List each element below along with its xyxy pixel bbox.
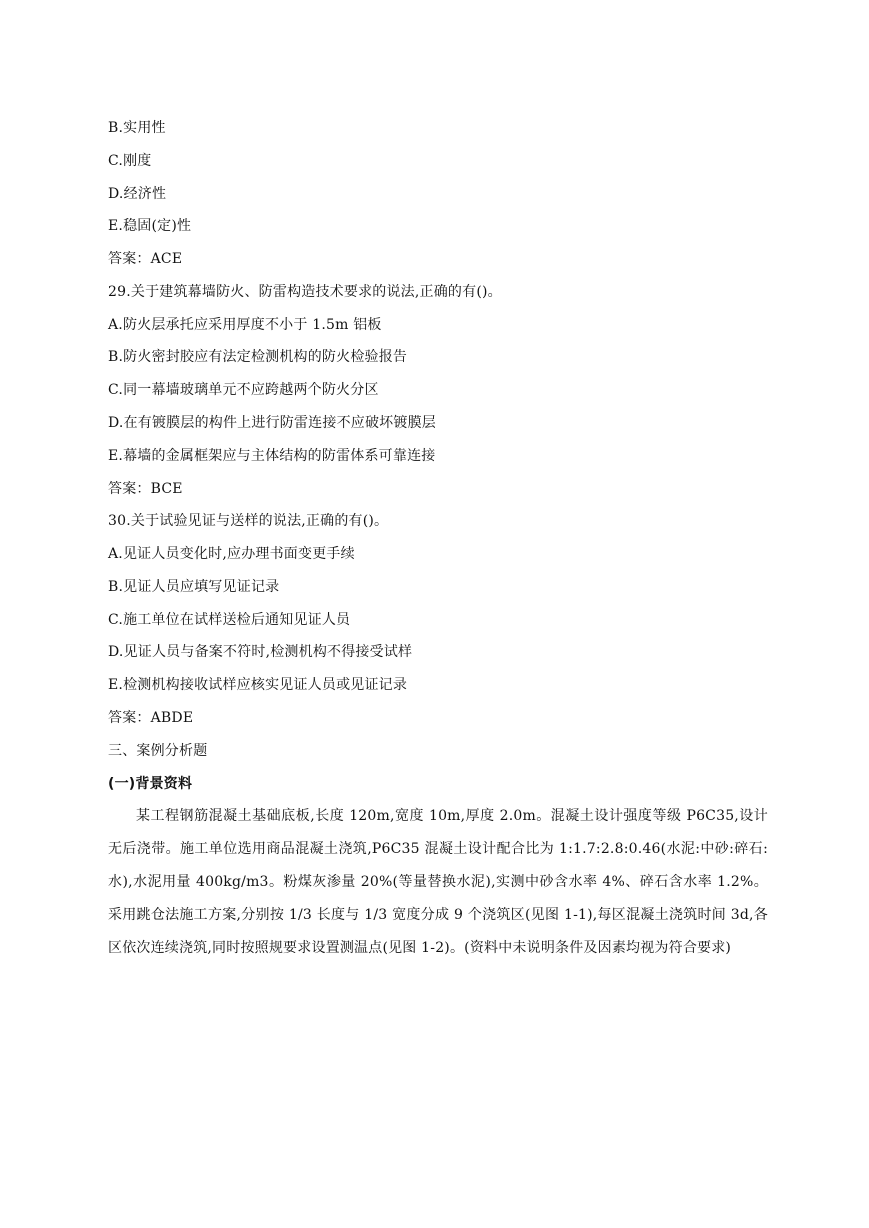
q30-option-b: B.见证人员应填写见证记录	[108, 579, 280, 595]
q28-option-b: B.实用性	[108, 120, 166, 136]
q29-answer: 答案：BCE	[108, 481, 183, 497]
case-background-paragraph: 某工程钢筋混凝土基础底板,长度 120m,宽度 10m,厚度 2.0m。混凝土设计强度等级 P6C35,设计无后浇带。施工单位选用商品混凝土浇筑,P6C35 混凝土设计配合比为 1:1.7:2.8:0.46(水泥:中砂:碎石:水),水泥用量 400kg/m3。粉煤灰渗量 20%(等量替换水泥),实测中砂含水率 4%、碎石含水率 1.2%。采用跳仓法施工方案,分别按 1/3 长度与 1/3 宽度分成 9 个浇筑区(见图 1-1),每区混凝土浇筑时间 3d,各区依次连续浇筑,同时按照规要求设置测温点(见图 1-2)。(资料中未说明条件及因素均视为符合要求)	[108, 808, 768, 956]
q30-option-c: C.施工单位在试样送检后通知见证人员	[108, 612, 351, 628]
q28-option-e: E.稳固(定)性	[108, 218, 192, 234]
q29-option-a: A.防火层承托应采用厚度不小于 1.5m 铝板	[108, 317, 382, 333]
q30-question: 30.关于试验见证与送样的说法,正确的有()。	[108, 513, 389, 529]
q29-option-c: C.同一幕墙玻璃单元不应跨越两个防火分区	[108, 382, 379, 398]
q30-answer: 答案：ABDE	[108, 710, 194, 726]
section-title: 三、案例分析题	[108, 743, 208, 759]
case-heading: (一)背景资料	[108, 776, 193, 792]
q28-option-c: C.刚度	[108, 153, 152, 169]
q29-option-e: E.幕墙的金属框架应与主体结构的防雷体系可靠连接	[108, 448, 436, 464]
q30-option-a: A.见证人员变化时,应办理书面变更手续	[108, 546, 355, 562]
q29-question: 29.关于建筑幕墙防火、防雷构造技术要求的说法,正确的有()。	[108, 284, 502, 300]
q30-option-d: D.见证人员与备案不符时,检测机构不得接受试样	[108, 644, 413, 660]
q30-option-e: E.检测机构接收试样应核实见证人员或见证记录	[108, 677, 408, 693]
q28-option-d: D.经济性	[108, 186, 167, 202]
q28-answer: 答案：ACE	[108, 251, 183, 267]
q29-option-b: B.防火密封胶应有法定检测机构的防火检验报告	[108, 349, 408, 365]
q29-option-d: D.在有镀膜层的构件上进行防雷连接不应破坏镀膜层	[108, 415, 436, 431]
